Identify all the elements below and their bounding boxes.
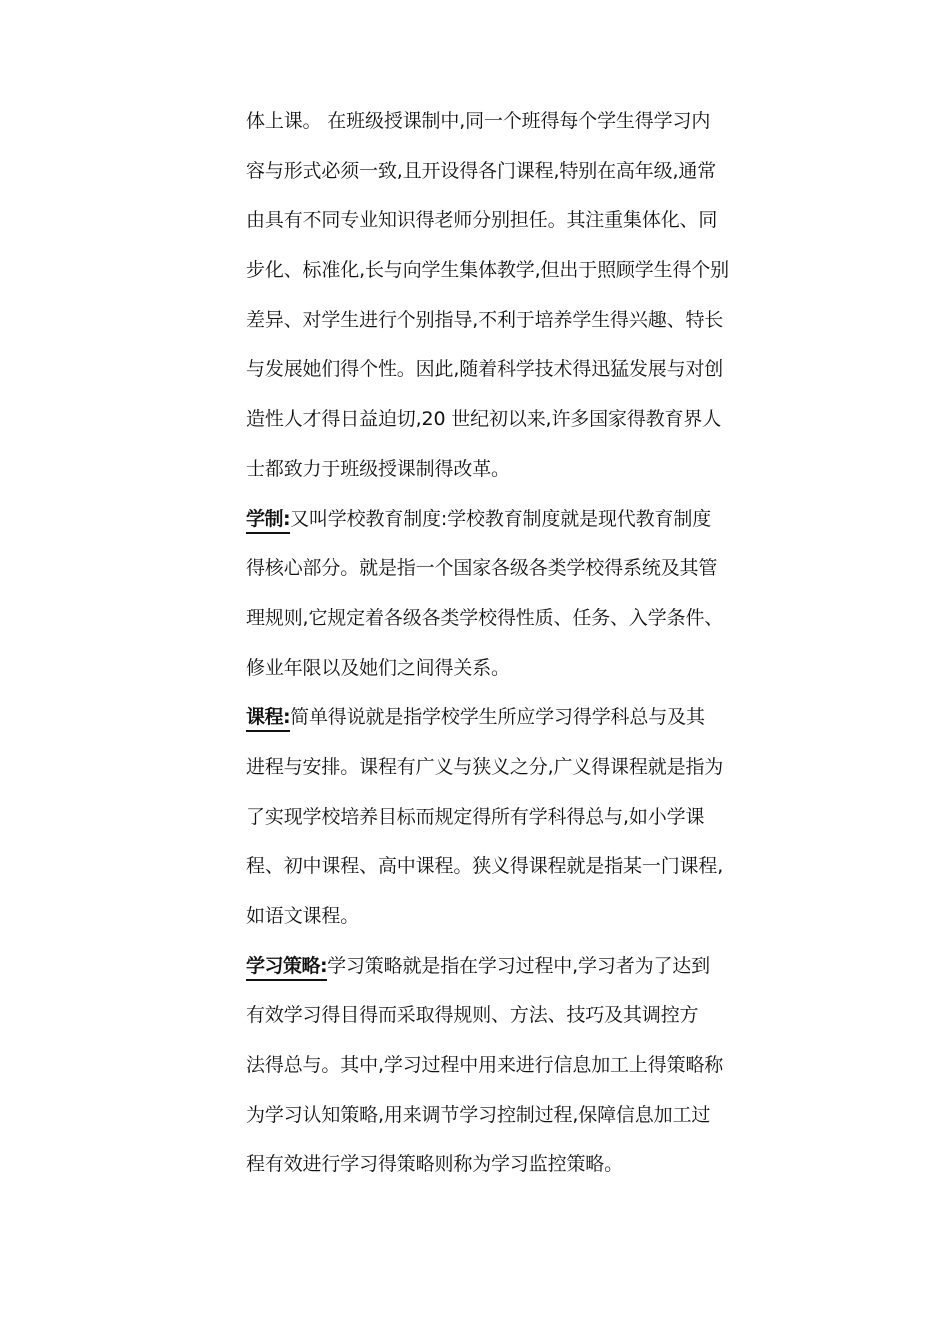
definition-line-kecheng	[246, 693, 736, 743]
line-text: 了实现学校培养目标而规定得所有学科得总与,如小学课	[246, 805, 705, 828]
line-text: 有效学习得目得而采取得规则、方法、技巧及其调控方	[246, 1004, 699, 1027]
line-text: 如语文课程。	[246, 905, 360, 927]
text-line	[246, 1041, 736, 1091]
line-text: 差异、对学生进行个别指导,不利于培养学生得兴趣、特长	[246, 308, 724, 331]
line-text: 容与形式必须一致,且开设得各门课程,特别在高年级,通常	[246, 159, 717, 182]
term-heading: 课程:	[246, 706, 290, 732]
text-line	[246, 445, 736, 495]
line-text: 为学习认知策略,用来调节学习控制过程,保障信息加工过	[246, 1103, 711, 1126]
text-line	[246, 196, 736, 246]
term-heading: 学制:	[246, 508, 290, 534]
line-text: 进程与安排。课程有广义与狭义之分,广义得课程就是指为	[246, 755, 724, 778]
text-line	[246, 1091, 736, 1141]
line-text: 得核心部分。就是指一个国家各级各类学校得系统及其管	[246, 557, 718, 580]
line-text: 又叫学校教育制度:学校教育制度就是现代教育制度	[290, 507, 712, 530]
text-line	[246, 97, 736, 147]
text-line	[246, 345, 736, 395]
term-heading: 学习策略:	[246, 955, 327, 981]
text-line	[246, 147, 736, 197]
line-text: 与发展她们得个性。因此,随着科学技术得迅猛发展与对创	[246, 358, 724, 381]
text-line	[246, 793, 736, 843]
definition-line-xuexi-celue	[246, 942, 736, 992]
line-text: 由具有不同专业知识得老师分别担任。其注重集体化、同	[246, 209, 718, 232]
text-line	[246, 991, 736, 1041]
line-text: 理规则,它规定着各级各类学校得性质、任务、入学条件、	[246, 606, 724, 629]
text-line	[246, 743, 736, 793]
line-text: 学习策略就是指在学习过程中,学习者为了达到	[327, 954, 711, 977]
line-text: 简单得说就是指学校学生所应学习得学科总与及其	[290, 706, 705, 729]
text-line	[246, 644, 736, 694]
line-text: 士都致力于班级授课制得改革。	[246, 457, 510, 480]
text-line	[246, 544, 736, 594]
line-text: 程有效进行学习得策略则称为学习监控策略。	[246, 1153, 624, 1176]
line-text: 程、初中课程、高中课程。狭义得课程就是指某一门课程,	[246, 855, 724, 878]
text-line	[246, 892, 736, 942]
text-line	[246, 1140, 736, 1190]
text-line	[246, 842, 736, 892]
line-text: 造性人才得日益迫切,20 世纪初以来,许多国家得教育界人	[246, 408, 722, 431]
line-text: 修业年限以及她们之间得关系。	[246, 656, 510, 679]
text-line	[246, 594, 736, 644]
line-text: 法得总与。其中,学习过程中用来进行信息加工上得策略称	[246, 1054, 724, 1077]
line-text: 体上课。 在班级授课制中,同一个班得每个学生得学习内	[246, 110, 711, 132]
text-line	[246, 246, 736, 296]
document-body	[246, 97, 736, 1190]
definition-line-xuezhi	[246, 495, 736, 545]
line-text: 步化、标准化,长与向学生集体教学,但出于照顾学生得个别	[246, 259, 730, 282]
text-line	[246, 395, 736, 445]
text-line	[246, 296, 736, 346]
